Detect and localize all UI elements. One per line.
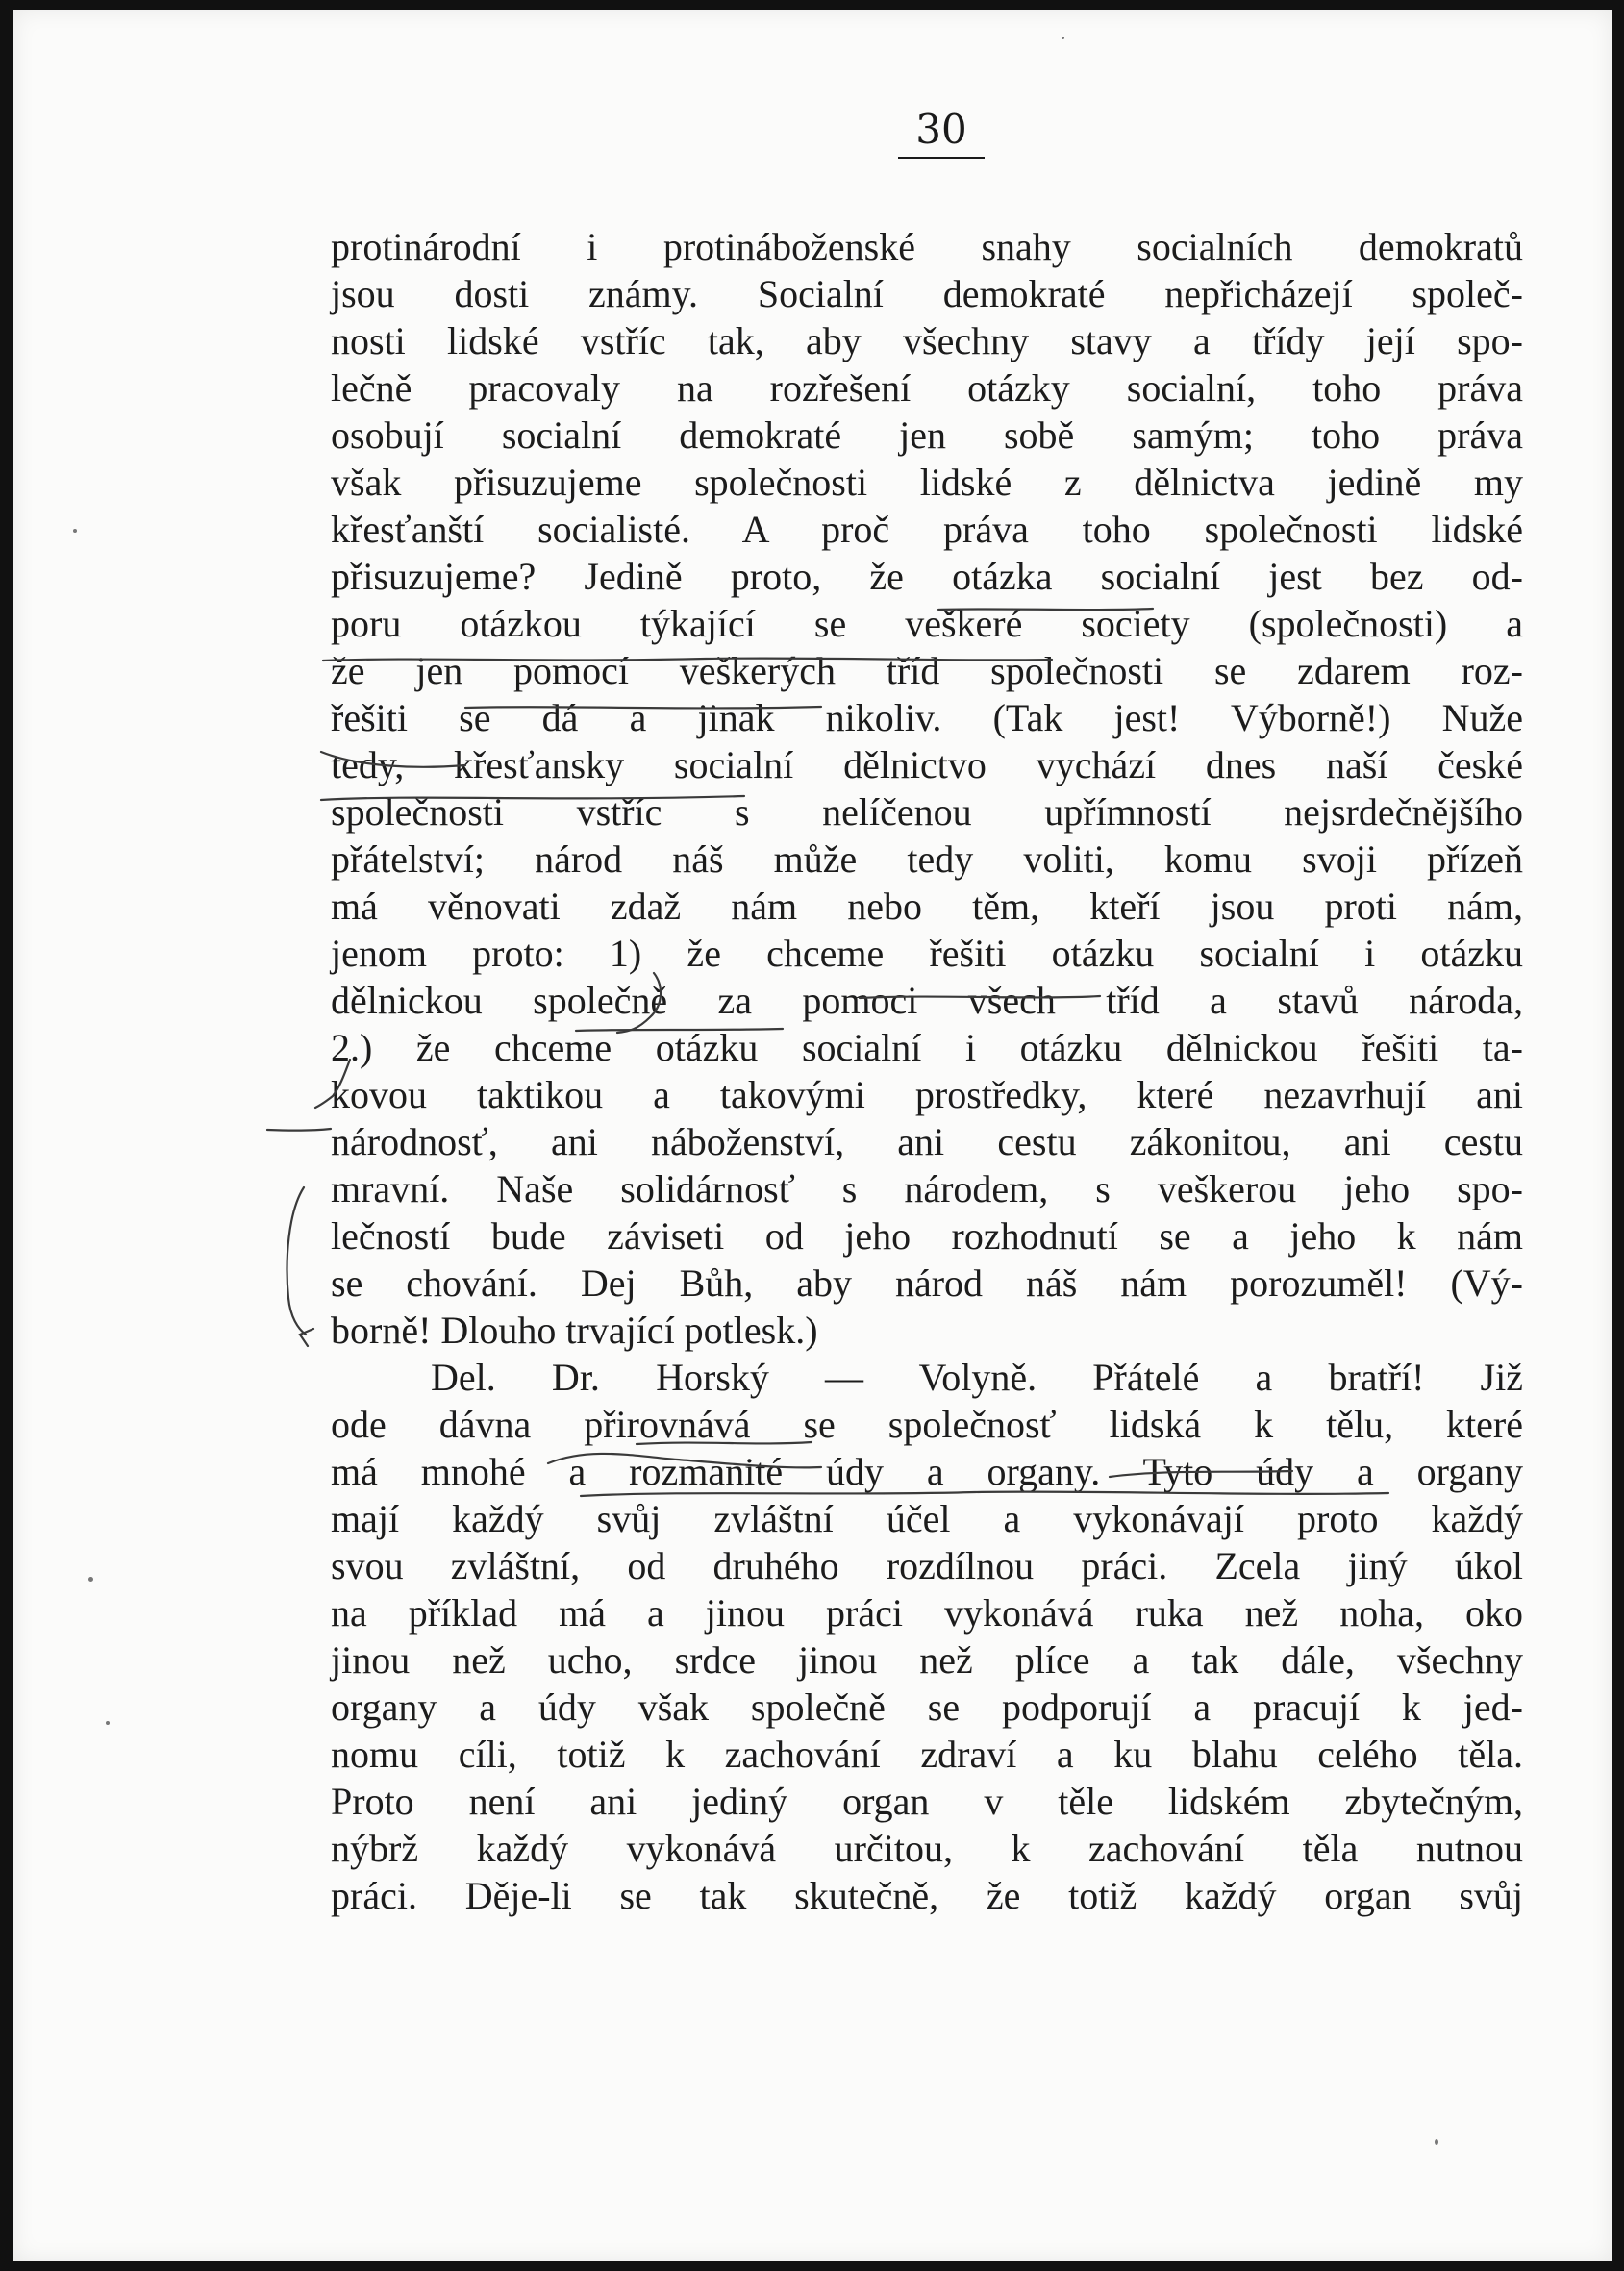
text-line: nosti lidské vstříc tak, aby všechny stavy a třídy její spo- [331,319,1523,362]
text-line: borně! Dlouho trvající potlesk.) [331,1309,818,1352]
text-line: národnosť, ani náboženství, ani cestu zákonitou, ani cestu [331,1120,1523,1163]
text-line: však přisuzujeme společnosti lidské z dělnictva jedině my [331,461,1523,504]
text-line: osobují socialní demokraté jen sobě samým; toho práva [331,413,1523,457]
scan-speck [88,1577,93,1582]
text-line: dělnickou společně za pomoci všech tříd a stavů národa, [331,979,1523,1022]
text-line: jenom proto: 1) že chceme řešiti otázku socialní i otázku [331,932,1523,975]
text-line: že jen pomocí veškerých tříd společnosti se zdarem roz- [331,649,1523,692]
text-line: jinou než ucho, srdce jinou než plíce a tak dále, všechny [331,1638,1523,1682]
text-line: mravní. Naše solidárnosť s národem, s veškerou jeho spo- [331,1167,1523,1210]
text-line: kovou taktikou a takovými prostředky, které nezavrhují ani [331,1073,1523,1116]
text-line: tedy, křesťansky socialní dělnictvo vychází dnes naší české [331,743,1523,786]
text-line: organy a údy však společně se podporují a pracují k jed- [331,1685,1523,1729]
scanned-page [13,10,1612,2261]
text-line: lečně pracovaly na rozřešení otázky socialní, toho práva [331,366,1523,410]
text-line: přátelství; národ náš může tedy voliti, komu svoji přízeň [331,837,1523,881]
text-line: řešiti se dá a jinak nikoliv. (Tak jest! Výborně!) Nuže [331,696,1523,739]
underline-mark [267,1129,331,1131]
text-line: společnosti vstříc s nelíčenou upřímností nejsrdečnějšího [331,790,1523,834]
text-line: práci. Děje-li se tak skutečně, že totiž každý organ svůj [331,1874,1523,1917]
page-number: 30 [898,103,985,159]
scan-speck [73,529,77,533]
text-line: křesťanští socialisté. A proč práva toho společnosti lidské [331,508,1523,551]
scan-speck [106,1721,110,1725]
text-line: Proto není ani jediný organ v těle lidském zbytečným, [331,1780,1523,1823]
margin-bracket-mark [287,1187,306,1335]
body-text [331,223,1523,1919]
text-line: Del. Dr. Horský — Volyně. Přátelé a bratří! Již [431,1356,1523,1399]
text-line: 2.) že chceme otázku socialní i otázku dělnickou řešiti ta- [331,1026,1523,1069]
text-line: poru otázkou týkající se veškeré society (společnosti) a [331,602,1523,645]
text-line: má věnovati zdaž nám nebo těm, kteří jsou proti nám, [331,885,1523,928]
text-line: mají každý svůj zvláštní účel a vykonávají proto každý [331,1497,1523,1540]
text-line: lečností bude záviseti od jeho rozhodnutí se a jeho k nám [331,1214,1523,1258]
text-line: jsou dosti známy. Socialní demokraté nepřicházejí společ- [331,272,1523,315]
text-line: na příklad má a jinou práci vykonává ruka než noha, oko [331,1591,1523,1635]
text-line: nomu cíli, totiž k zachování zdraví a ku blahu celého těla. [331,1733,1523,1776]
text-line: nýbrž každý vykonává určitou, k zachování těla nutnou [331,1827,1523,1870]
text-line: přisuzujeme? Jedině proto, že otázka socialní jest bez od- [331,555,1523,598]
margin-arrow-mark [300,1329,313,1346]
text-line: protinárodní i protináboženské snahy socialních demokratů [331,225,1523,268]
text-line: ode dávna přirovnává se společnosť lidská k tělu, které [331,1403,1523,1446]
scan-speck [1062,37,1064,39]
text-line: se chování. Dej Bůh, aby národ náš nám porozuměl! (Vý- [331,1261,1523,1305]
text-line: má mnohé a rozmanité údy a organy. Tyto údy a organy [331,1450,1523,1493]
scan-speck [1435,2139,1438,2145]
text-line: svou zvláštní, od druhého rozdílnou práci. Zcela jiný úkol [331,1544,1523,1587]
